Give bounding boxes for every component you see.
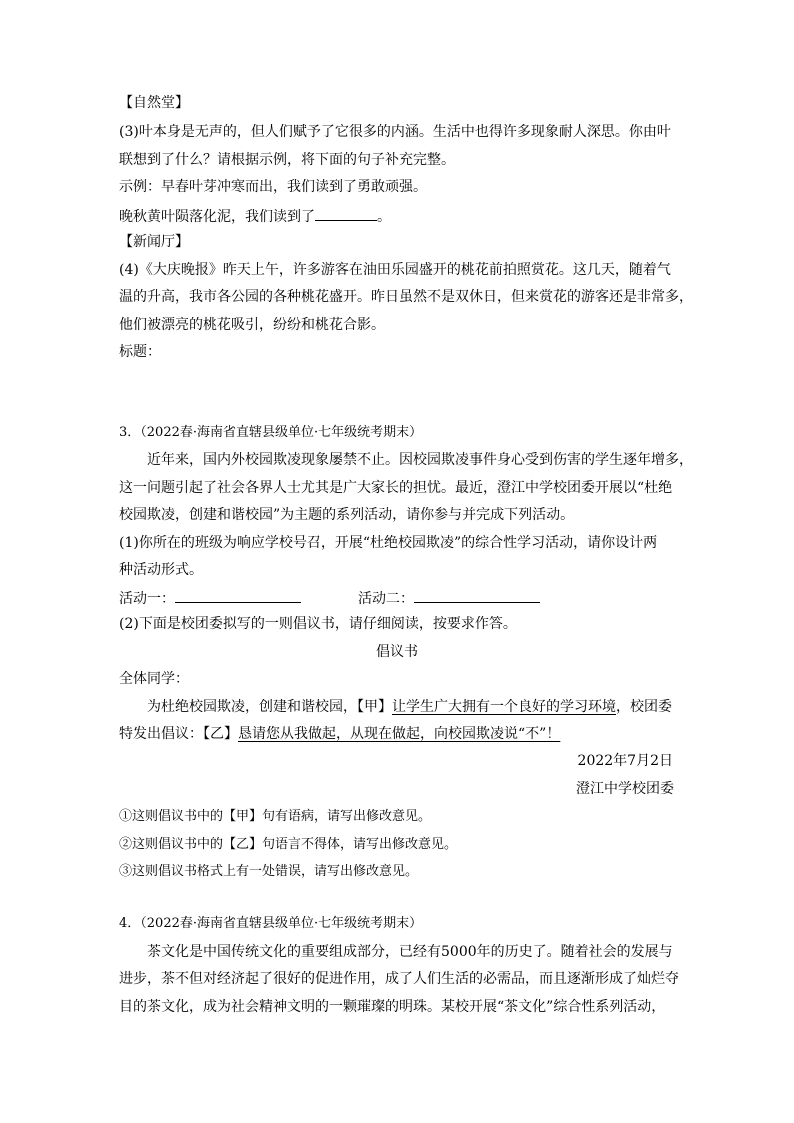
activity-row xyxy=(119,588,301,608)
activity-row-2 xyxy=(358,588,540,608)
prompt-item: ②这则倡议书中的【乙】句语言不得体，请写出修改意见。 xyxy=(119,837,458,852)
activity2-blank[interactable] xyxy=(414,588,540,603)
q4-text-line: 他们被漂亮的桃花吸引，纷纷和桃花合影。 xyxy=(119,317,385,333)
letter-salutation: 全体同学： xyxy=(119,671,189,687)
fill-prefix: 晚秋黄叶陨落化泥，我们读到了 xyxy=(119,209,315,225)
sentence-jia: 让学生广大拥有一个良好的学习环境 xyxy=(392,699,616,715)
question4-header: 4．（2022春·海南省直辖县级单位·七年级统考期末） xyxy=(119,916,423,931)
q3-intro-line: 近年来，国内外校园欺凌现象屡禁不止。因校园欺凌事件身心受到伤害的学生逐年增多， xyxy=(147,452,693,468)
fill-suffix: 。 xyxy=(377,209,391,225)
q4-body-line: 目的茶文化，成为社会精神文明的一颗璀璨的明珠。某校开展“茶文化”综合性系列活动， xyxy=(119,999,666,1015)
activity1-label: 活动一： xyxy=(119,591,175,607)
sub-question-2: (2)下面是校团委拟写的一则倡议书，请仔细阅读，按要求作答。 xyxy=(119,616,517,632)
example-sentence: 示例：早春叶芽冲寒而出，我们读到了勇敢顽强。 xyxy=(119,179,427,195)
q4-body-line: 茶文化是中国传统文化的重要组成部分，已经有5000年的历史了。随着社会的发展与 xyxy=(147,944,673,960)
sub-question-1: (1)你所在的班级为响应学校号召，开展“杜绝校园欺凌”的综合性学习活动，请你设计两 xyxy=(119,535,658,551)
q4-body-line: 进步，茶不但对经济起了很好的促进作用，成了人们生活的必需品，而且逐渐形成了灿烂夺 xyxy=(119,971,679,987)
letter-body-line xyxy=(119,725,560,743)
q3-intro-line: 校园欺凌，创建和谐校园”为主题的系列活动，请你参与并完成下列活动。 xyxy=(119,507,575,523)
q4-text-line: (4)《大庆晚报》昨天上午，许多游客在油田乐园盛开的桃花前拍照赏花。这几天，随着气 xyxy=(119,262,671,278)
q3-text-line: (3)叶本身是无声的，但人们赋予了它很多的内涵。生活中也得许多现象耐人深思。你由叶 xyxy=(119,124,671,140)
answer-blank[interactable] xyxy=(315,206,377,221)
sentence-yi: 恳请您从我做起，从现在做起，向校园欺凌说“不”！ xyxy=(238,726,561,742)
title-label: 标题： xyxy=(119,344,161,360)
activity1-blank[interactable] xyxy=(175,588,301,603)
q4-text-line: 温的升高，我市各公园的各种桃花盛开。昨日虽然不是双休日，但来赏花的游客还是非常多， xyxy=(119,289,693,305)
prompt-item: ①这则倡议书中的【甲】句有语病，请写出修改意见。 xyxy=(119,809,432,824)
sub-question-1: 种活动形式。 xyxy=(119,562,203,578)
q3-intro-line: 这一问题引起了社会各界人士尤其是广大家长的担忧。最近，澄江中学校团委开展以“杜绝 xyxy=(119,480,673,496)
letter-date: 2022年7月2日 xyxy=(577,753,673,769)
activity2-label: 活动二： xyxy=(358,591,414,607)
question3-header: 3．（2022春·海南省直辖县级单位·七年级统考期末） xyxy=(119,425,423,440)
prompt-item: ③这则倡议书格式上有一处错误，请写出修改意见。 xyxy=(119,864,419,879)
body2-prefix: 特发出倡议：【乙】 xyxy=(119,726,238,742)
letter-body-line xyxy=(147,698,672,716)
letter-title: 倡议书 xyxy=(376,644,418,660)
q3-text-line: 联想到了什么？请根据示例，将下面的句子补充完整。 xyxy=(119,152,455,168)
body1-suffix: ，校团委 xyxy=(616,699,672,715)
section-heading-news: 【新闻厅】 xyxy=(119,234,189,250)
fill-in-sentence xyxy=(119,206,391,226)
section-heading-nature: 【自然堂】 xyxy=(119,95,189,111)
body1-prefix: 为杜绝校园欺凌，创建和谐校园，【甲】 xyxy=(147,699,392,715)
letter-signature: 澄江中学校团委 xyxy=(576,781,674,797)
